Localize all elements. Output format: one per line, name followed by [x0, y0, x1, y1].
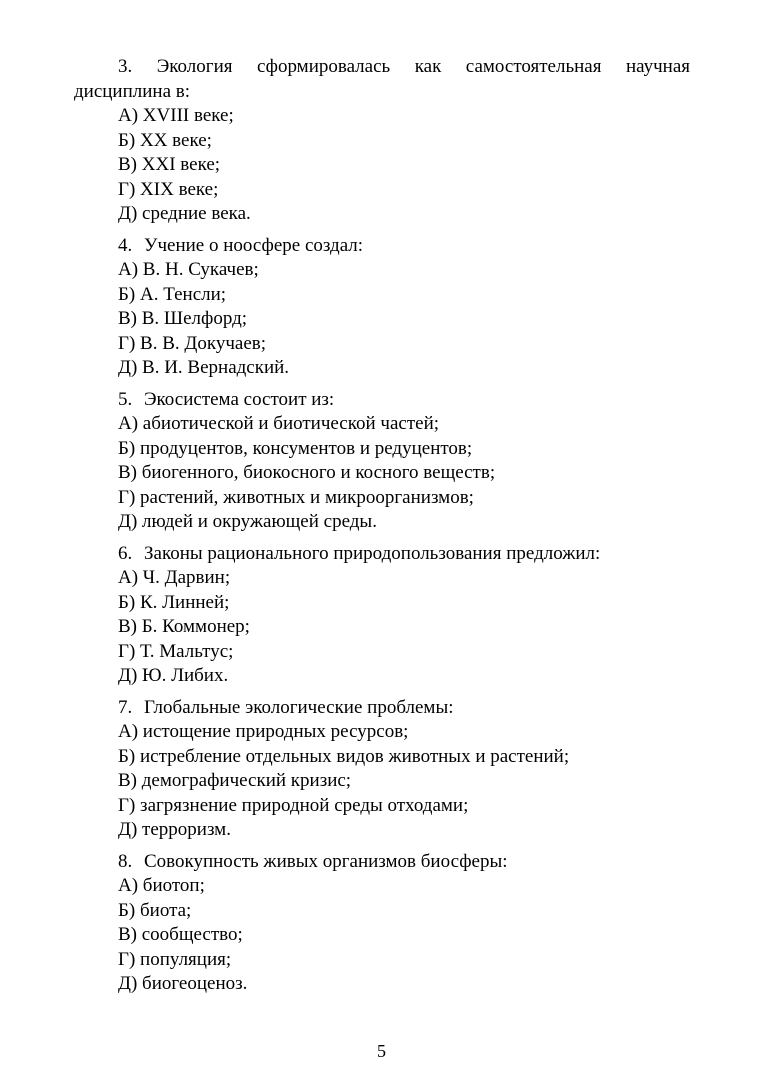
answer-option: А) Ч. Дарвин; [118, 567, 231, 588]
question-5 [74, 388, 690, 535]
answer-option: А) биотоп; [118, 875, 205, 896]
question-body: Глобальные экологические проблемы: [144, 696, 454, 718]
answer-option: Г) растений, животных и микроорганизмов; [118, 486, 474, 508]
answer-option: Г) В. В. Докучаев; [118, 332, 267, 354]
question-7 [74, 696, 690, 843]
question-body: Экология сформировалась как самостоятельная научная дисциплина в: [74, 56, 690, 102]
answer-option: А) истощение природных ресурсов; [118, 721, 409, 742]
question-8 [74, 850, 690, 997]
answer-option: Б) продуцентов, консументов и редуцентов; [118, 437, 473, 459]
answer-option: Д) терроризм. [118, 819, 231, 840]
answer-option: В) ХХI веке; [118, 154, 221, 175]
question-3 [74, 55, 690, 227]
answer-option: Д) биогеоценоз. [118, 973, 248, 994]
question-body: Экосистема состоит из: [144, 388, 335, 410]
question-text [74, 234, 690, 259]
question-text [74, 696, 690, 721]
question-number: 7. [118, 696, 133, 718]
answer-option: Д) Ю. Либих. [118, 665, 229, 686]
answer-option: Б) истребление отдельных видов животных и растений; [118, 745, 570, 767]
answer-option: А) XVIII веке; [118, 105, 234, 126]
answer-option: В) Б. Коммонер; [118, 616, 250, 637]
question-body: Совокупность живых организмов биосферы: [144, 850, 508, 872]
answer-option: Б) биота; [118, 899, 192, 921]
question-number: 8. [118, 850, 133, 872]
answer-option: В) сообщество; [118, 924, 243, 945]
question-6 [74, 542, 690, 689]
answer-option: Д) В. И. Вернадский. [118, 357, 290, 378]
answer-option: Б) А. Тенсли; [118, 283, 227, 305]
answer-option: В) демографический кризис; [118, 770, 352, 791]
question-text [74, 55, 690, 104]
answer-option: В) биогенного, биокосного и косного веществ; [118, 462, 496, 483]
question-body: Законы рационального природопользования предложил: [144, 542, 601, 564]
question-number: 3. [118, 56, 133, 77]
answer-option: Д) средние века. [118, 203, 251, 224]
page-number: 5 [377, 1041, 386, 1061]
answer-option: А) абиотической и биотической частей; [118, 413, 440, 434]
question-text [74, 542, 690, 567]
answer-option: Д) людей и окружающей среды. [118, 511, 377, 532]
answer-option: Б) К. Линней; [118, 591, 230, 613]
question-number: 4. [118, 234, 133, 256]
answer-option: Г) загрязнение природной среды отходами; [118, 794, 469, 816]
answer-option: А) В. Н. Сукачев; [118, 259, 259, 280]
question-body: Учение о ноосфере создал: [144, 234, 364, 256]
question-text [74, 388, 690, 413]
question-4 [74, 234, 690, 381]
question-number: 5. [118, 388, 133, 410]
answer-option: Г) Т. Мальтус; [118, 640, 234, 662]
question-number: 6. [118, 542, 133, 564]
answer-option: В) В. Шелфорд; [118, 308, 248, 329]
answer-option: Г) популяция; [118, 948, 232, 970]
question-text [74, 850, 690, 875]
answer-option: Б) ХХ веке; [118, 129, 212, 151]
document-page [74, 55, 690, 1004]
answer-option: Г) ХIХ веке; [118, 178, 219, 200]
